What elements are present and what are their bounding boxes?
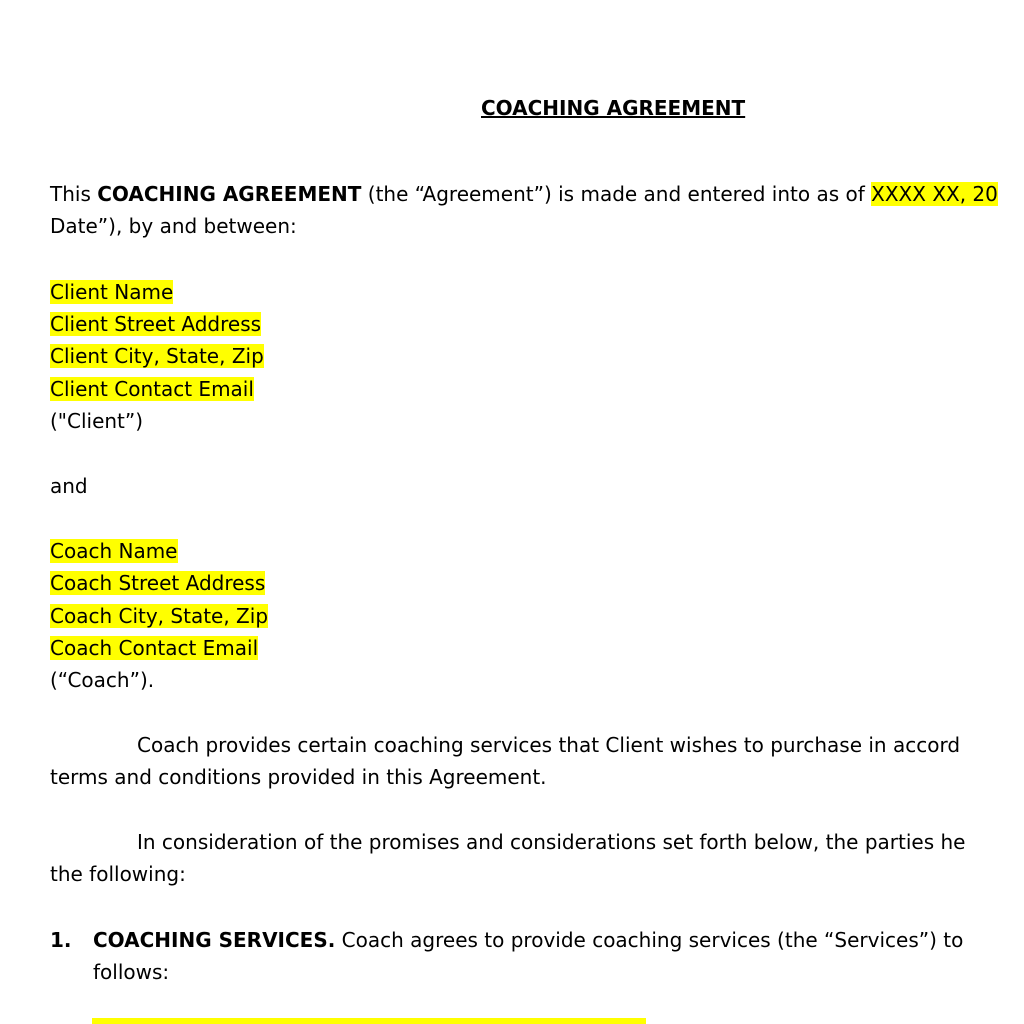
date-placeholder: XXXX XX, 20 <box>871 182 998 206</box>
coach-email-text: Coach Contact Email <box>50 636 259 660</box>
intro-middle-text: (the “Agreement”) is made and entered into as of <box>361 182 872 206</box>
recital-1-line-1: Coach provides certain coaching services that Client wishes to purchase in accord <box>137 733 961 757</box>
client-street-text: Client Street Address <box>50 312 262 336</box>
coach-street <box>50 567 265 599</box>
client-city <box>50 340 264 372</box>
coach-street-text: Coach Street Address <box>50 571 266 595</box>
intro-agreement-name: COACHING AGREEMENT <box>97 182 362 206</box>
coach-city <box>50 600 268 632</box>
section-1-line-1 <box>93 924 963 956</box>
document-title: COACHING AGREEMENT <box>481 96 746 120</box>
coach-email <box>50 632 258 664</box>
client-name <box>50 276 173 308</box>
coach-label: (“Coach”). <box>50 668 155 692</box>
client-city-text: Client City, State, Zip <box>50 344 264 368</box>
section-1-heading: COACHING SERVICES. <box>93 928 336 952</box>
intro-line-2: Date”), by and between: <box>50 214 297 238</box>
coach-city-text: Coach City, State, Zip <box>50 604 269 628</box>
client-email-text: Client Contact Email <box>50 377 254 401</box>
client-street <box>50 308 261 340</box>
and-word: and <box>50 474 88 498</box>
client-email <box>50 373 254 405</box>
section-1-text: Coach agrees to provide coaching services (the “Services”) to <box>335 928 964 952</box>
section-1-line-2: follows: <box>93 960 170 984</box>
recital-1-line-2: terms and conditions provided in this Agreement. <box>50 765 547 789</box>
coach-name <box>50 535 178 567</box>
intro-line-1 <box>50 178 998 210</box>
section-1-number: 1. <box>50 928 72 952</box>
recital-2-line-2: the following: <box>50 862 186 886</box>
coach-name-text: Coach Name <box>50 539 178 563</box>
intro-prefix: This <box>50 182 98 206</box>
highlighted-placeholder-bar <box>92 1018 646 1024</box>
client-label: ("Client”) <box>50 409 144 433</box>
recital-2-line-1: In consideration of the promises and considerations set forth below, the parties he <box>137 830 966 854</box>
client-name-text: Client Name <box>50 280 174 304</box>
